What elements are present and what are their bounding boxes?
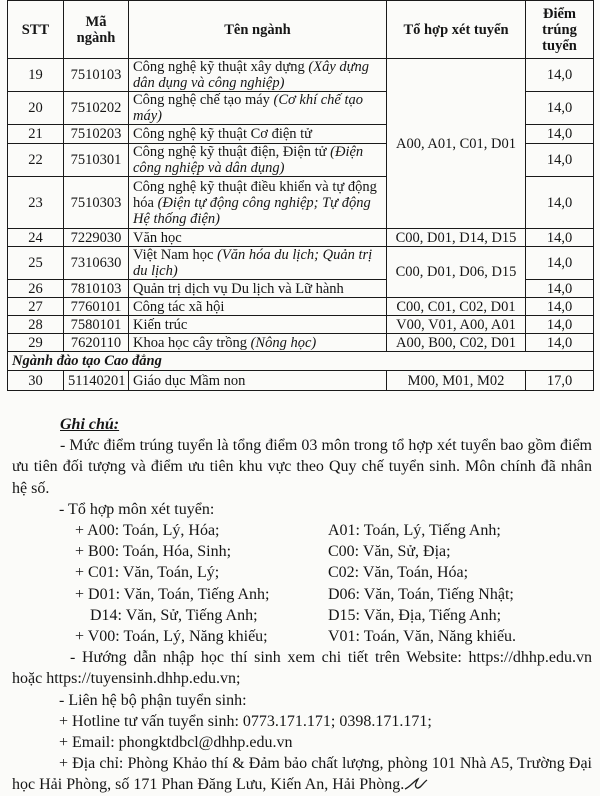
ten-note: (Cơ khí chế tạo máy) [133, 92, 364, 124]
cell-ma: 7510303 [64, 177, 129, 229]
note-enrollment-guide: - Hướng dẫn nhập học thí sinh xem chi tiết trên Website: https://dhhp.edu.vn hoặc https://tuyensinh.dhhp.edu.vn; [12, 649, 592, 688]
cell-stt: 22 [8, 144, 64, 177]
cell-diem: 14,0 [526, 280, 594, 298]
combo-row [12, 626, 592, 647]
combo-left: + D01: Văn, Toán, Tiếng Anh; [75, 585, 270, 603]
combo-right: V01: Toán, Văn, Năng khiếu. [328, 628, 517, 646]
cell-diem: 14,0 [526, 334, 594, 352]
combo-left: + A00: Toán, Lý, Hóa; [75, 522, 220, 540]
header-ma-nganh [64, 1, 129, 59]
header-diem [526, 1, 594, 59]
cell-ma: 7510203 [64, 125, 129, 144]
cell-ma: 51140201 [64, 371, 129, 391]
ten-note: (Văn hóa du lịch; Quản trị du lịch) [133, 247, 373, 279]
cell-stt: 19 [8, 59, 64, 92]
note-combo-title: - Tổ hợp môn xét tuyển: [59, 500, 215, 518]
cell-diem: 14,0 [526, 298, 594, 316]
cell-stt: 29 [8, 334, 64, 352]
ten-note: (Điện công nghiệp và dân dụng) [133, 144, 364, 176]
cell-ten [129, 92, 387, 125]
cell-ma: 7310630 [64, 247, 129, 280]
cell-diem: 14,0 [526, 144, 594, 177]
cell-to-hop-merged: A00, A01, C01, D01 [387, 59, 526, 229]
cell-diem: 14,0 [526, 229, 594, 247]
header-ma-nganh-line2: ngành [76, 29, 116, 46]
cell-diem: 14,0 [526, 125, 594, 144]
cell-ten [129, 125, 387, 144]
cell-stt: 21 [8, 125, 64, 144]
cell-ma: 7510103 [64, 59, 129, 92]
header-stt: STT [8, 1, 64, 59]
cell-ten [129, 177, 387, 229]
combo-right: D15: Văn, Địa, Tiếng Anh; [328, 606, 502, 624]
header-diem-line2: trúng [542, 21, 577, 38]
table-row [8, 298, 594, 316]
ten-note: (Nông học) [250, 334, 317, 351]
header-ten-nganh: Tên ngành [129, 1, 387, 59]
table-row [8, 316, 594, 334]
table-row [8, 334, 594, 352]
cell-ma: 7620110 [64, 334, 129, 352]
cell-stt: 20 [8, 92, 64, 125]
group-title-cao-dang: Ngành đào tạo Cao đẳng [8, 352, 594, 371]
cell-stt: 23 [8, 177, 64, 229]
cell-ma: 7510301 [64, 144, 129, 177]
address-text: + Địa chỉ: Phòng Khảo thí & Đảm bảo chất lượng, phòng 101 Nhà A5, Trường Đại học Hải Phòng, số 171 Phan Đăng Lưu, Kiến An, Hải Phòng. [12, 755, 592, 794]
notes-section [12, 414, 592, 796]
combo-left: D14: Văn, Sử, Tiếng Anh; [90, 606, 258, 624]
table-row [8, 229, 594, 247]
combo-left: + V00: Toán, Lý, Năng khiếu; [75, 628, 268, 646]
notes-heading: Ghi chú: [60, 416, 120, 433]
note-contact-title: - Liên hệ bộ phận tuyển sinh: [59, 691, 247, 709]
cell-diem: 14,0 [526, 177, 594, 229]
cell-stt: 25 [8, 247, 64, 280]
cell-ten [129, 298, 387, 316]
ten-main: Công nghệ chế tạo máy [133, 92, 274, 108]
cell-diem: 14,0 [526, 247, 594, 280]
note-address [12, 753, 592, 795]
note-score-explanation: - Mức điểm trúng tuyển là tổng điểm 03 môn trong tổ hợp xét tuyển bao gồm điểm ưu tiên đối tượng và điểm ưu tiên khu vực theo Quy chế tuyển sinh. Môn chính đã nhân hệ số. [12, 437, 592, 497]
cell-to-hop: C00, D01, D14, D15 [387, 229, 526, 247]
cell-ten [129, 247, 387, 280]
cell-to-hop: A00, B00, C02, D01 [387, 334, 526, 352]
cell-ma: 7510202 [64, 92, 129, 125]
ten-main: Khoa học cây trồng [133, 334, 251, 351]
ten-main: Công nghệ kỹ thuật xây dựng [133, 59, 309, 75]
cell-ten [129, 229, 387, 247]
combo-row [12, 584, 592, 605]
header-to-hop: Tổ hợp xét tuyển [387, 1, 526, 59]
cell-to-hop: M00, M01, M02 [387, 371, 526, 391]
ten-main: Việt Nam học [133, 247, 218, 263]
combo-row [12, 541, 592, 562]
cell-diem: 17,0 [526, 371, 594, 391]
cell-ma: 7580101 [64, 316, 129, 334]
cell-ma: 7229030 [64, 229, 129, 247]
header-diem-line1: Điểm [542, 5, 576, 22]
combo-left: + C01: Văn, Toán, Lý; [75, 564, 220, 582]
combo-right: C00: Văn, Sử, Địa; [328, 543, 451, 561]
group-row-cao-dang [8, 352, 594, 371]
ten-note: (Xây dựng dân dụng và công nghiệp) [133, 59, 370, 91]
ten-main: Công nghệ kỹ thuật điện, Điện tử [133, 144, 331, 160]
cell-stt: 27 [8, 298, 64, 316]
table-row [8, 371, 594, 391]
ten-main: Công nghệ kỹ thuật điều khiển và tự động hóa [133, 178, 377, 211]
admission-score-table [7, 0, 594, 391]
table-row [8, 59, 594, 92]
ten-note: (Điện tự động công nghiệp; Tự động Hệ thống điện) [133, 194, 371, 227]
cell-ten [129, 280, 387, 298]
cell-ten [129, 316, 387, 334]
ten-main: Giáo dục Mầm non [133, 372, 246, 389]
ten-main: Kiến trúc [133, 316, 188, 333]
ten-main: Quản trị dịch vụ Du lịch và Lữ hành [133, 280, 344, 297]
combo-right: D06: Văn, Toán, Tiếng Nhật; [328, 585, 514, 603]
table-header-row [8, 1, 594, 59]
cell-to-hop: C00, C01, C02, D01 [387, 298, 526, 316]
signature-scribble-icon [404, 777, 428, 791]
combo-left: + B00: Toán, Hóa, Sinh; [75, 543, 232, 561]
note-hotline: + Hotline tư vấn tuyển sinh: 0773.171.171; 0398.171.171; [59, 712, 432, 730]
cell-ten [129, 371, 387, 391]
combo-row [12, 605, 592, 626]
combo-right: C02: Văn, Toán, Hóa; [328, 564, 469, 582]
cell-diem: 14,0 [526, 316, 594, 334]
cell-ten [129, 144, 387, 177]
combo-right: A01: Toán, Lý, Tiếng Anh; [328, 522, 501, 540]
combo-row [12, 562, 592, 583]
header-ma-nganh-line1: Mã [85, 13, 107, 30]
cell-to-hop-merged: C00, D01, D06, D15 [387, 247, 526, 298]
ten-main: Văn học [133, 229, 182, 246]
cell-to-hop: V00, V01, A00, A01 [387, 316, 526, 334]
cell-diem: 14,0 [526, 59, 594, 92]
note-email: + Email: phongktdbcl@dhhp.edu.vn [59, 734, 293, 752]
ten-main: Công tác xã hội [133, 298, 225, 315]
table-row [8, 247, 594, 280]
cell-ten [129, 334, 387, 352]
cell-ma: 7810103 [64, 280, 129, 298]
cell-stt: 28 [8, 316, 64, 334]
ten-main: Công nghệ kỹ thuật Cơ điện tử [133, 126, 313, 142]
cell-diem: 14,0 [526, 92, 594, 125]
cell-stt: 30 [8, 371, 64, 391]
cell-ten [129, 59, 387, 92]
header-diem-line3: tuyển [542, 37, 577, 54]
cell-stt: 24 [8, 229, 64, 247]
cell-stt: 26 [8, 280, 64, 298]
cell-ma: 7760101 [64, 298, 129, 316]
combo-row [12, 520, 592, 541]
